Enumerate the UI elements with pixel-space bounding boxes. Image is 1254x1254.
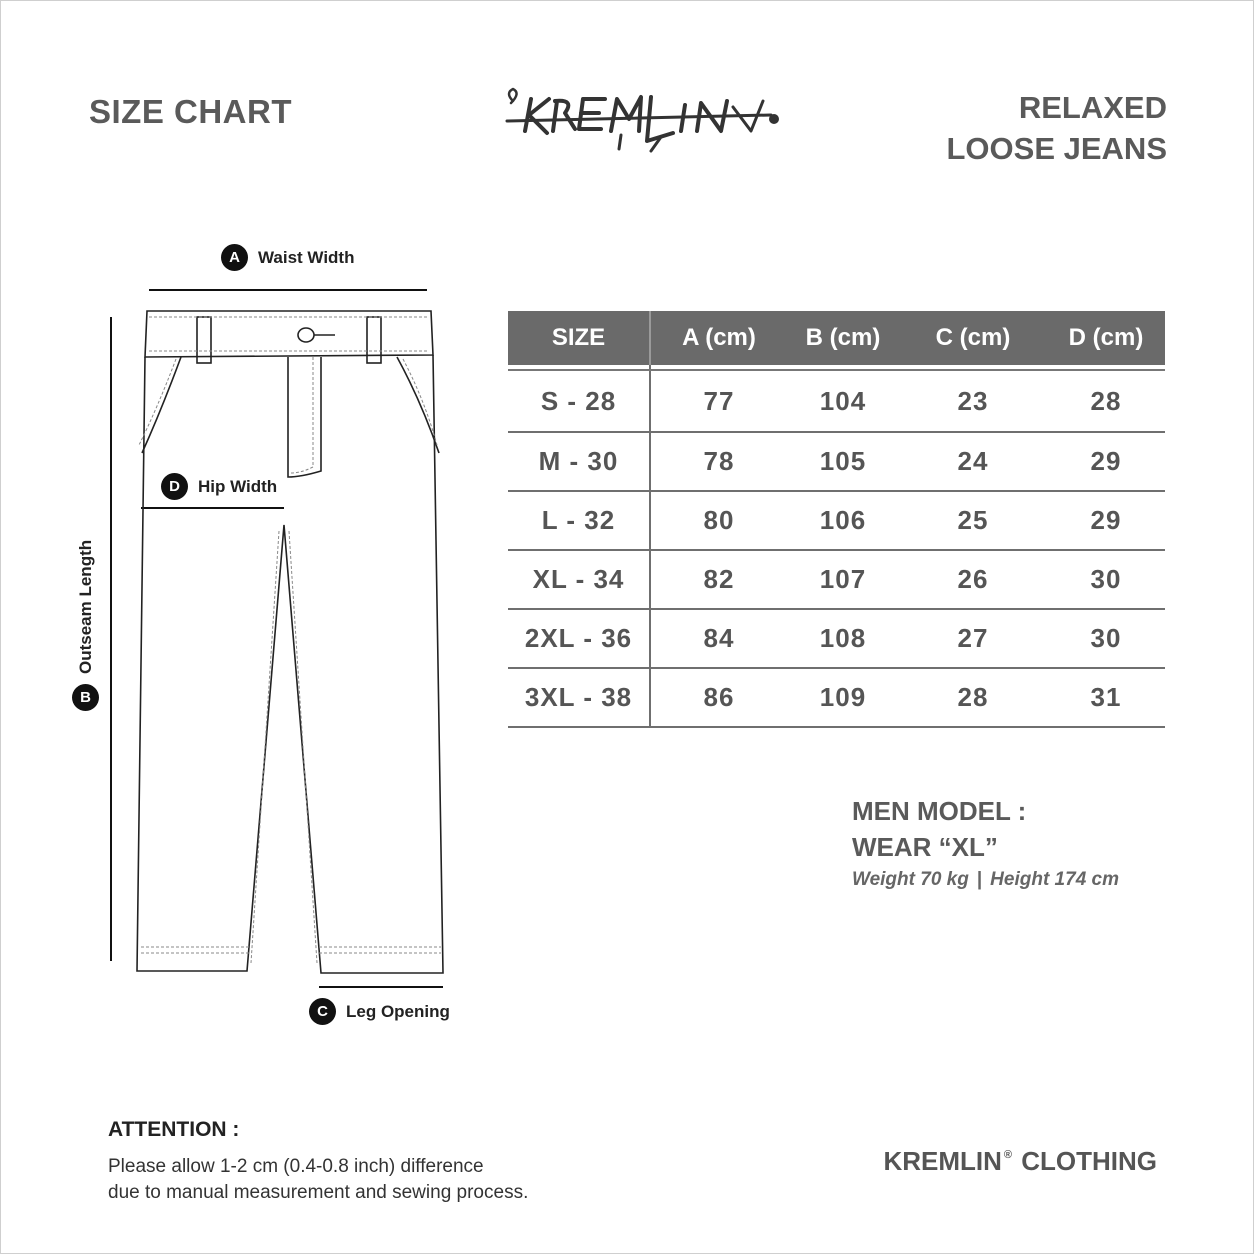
header-size: SIZE (508, 309, 650, 365)
badge-a: A (221, 244, 248, 271)
waist-width-text: Waist Width (258, 247, 355, 267)
value-cell: 29 (1047, 491, 1165, 550)
value-cell: 86 (650, 668, 787, 727)
model-info (852, 793, 1119, 891)
size-cell: XL - 34 (508, 550, 650, 609)
table-row (508, 609, 1165, 668)
brand-footer (883, 1146, 1157, 1177)
product-title-line2: LOOSE JEANS (946, 131, 1167, 166)
leg-opening-label (309, 998, 450, 1025)
table-row (508, 365, 1165, 432)
model-weight: Weight 70 kg (852, 869, 969, 890)
value-cell: 107 (787, 550, 899, 609)
value-cell: 104 (787, 365, 899, 432)
outseam-length-label (72, 540, 99, 711)
product-title-line1: RELAXED (1018, 90, 1167, 125)
header-c: C (cm) (899, 309, 1047, 365)
attention-line2: due to manual measurement and sewing process. (108, 1182, 529, 1203)
value-cell: 27 (899, 609, 1047, 668)
value-cell: 77 (650, 365, 787, 432)
value-cell: 24 (899, 432, 1047, 491)
model-height: Height 174 cm (990, 869, 1119, 890)
brand-suffix: CLOTHING (1021, 1146, 1157, 1176)
attention-line1: Please allow 1-2 cm (0.4-0.8 inch) difference (108, 1156, 484, 1177)
header-a: A (cm) (650, 309, 787, 365)
badge-b: B (72, 684, 99, 711)
value-cell: 26 (899, 550, 1047, 609)
table-row (508, 491, 1165, 550)
attention-body (108, 1154, 528, 1206)
value-cell: 80 (650, 491, 787, 550)
size-cell: 3XL - 38 (508, 668, 650, 727)
value-cell: 25 (899, 491, 1047, 550)
value-cell: 82 (650, 550, 787, 609)
pants-stitching (139, 317, 441, 963)
table-row (508, 550, 1165, 609)
table-row (508, 432, 1165, 491)
size-cell: S - 28 (508, 365, 650, 432)
value-cell: 29 (1047, 432, 1165, 491)
registered-mark: ® (1003, 1149, 1012, 1161)
leg-opening-text: Leg Opening (346, 1001, 450, 1021)
model-line1: MEN MODEL : (852, 796, 1027, 826)
value-cell: 106 (787, 491, 899, 550)
size-cell: L - 32 (508, 491, 650, 550)
waist-width-label (221, 244, 354, 271)
table-row (508, 668, 1165, 727)
table-header-row (508, 309, 1165, 365)
value-cell: 105 (787, 432, 899, 491)
model-stats (852, 869, 1119, 891)
attention-note (108, 1118, 528, 1206)
header-b: B (cm) (787, 309, 899, 365)
badge-c: C (309, 998, 336, 1025)
attention-heading: ATTENTION : (108, 1118, 240, 1141)
model-separator: | (976, 869, 983, 890)
hip-width-text: Hip Width (198, 476, 278, 496)
value-cell: 108 (787, 609, 899, 668)
value-cell: 30 (1047, 609, 1165, 668)
value-cell: 84 (650, 609, 787, 668)
hip-width-label (161, 473, 277, 500)
value-cell: 23 (899, 365, 1047, 432)
badge-d: D (161, 473, 188, 500)
page-title: SIZE CHART (89, 93, 292, 130)
value-cell: 28 (1047, 365, 1165, 432)
header-d: D (cm) (1047, 309, 1165, 365)
size-cell: 2XL - 36 (508, 609, 650, 668)
outseam-length-text: Outseam Length (75, 539, 95, 674)
table-header-underline (508, 369, 1165, 371)
pants-outline (137, 311, 443, 973)
value-cell: 31 (1047, 668, 1165, 727)
value-cell: 28 (899, 668, 1047, 727)
brand-name: KREMLIN (883, 1146, 1002, 1176)
size-cell: M - 30 (508, 432, 650, 491)
value-cell: 109 (787, 668, 899, 727)
value-cell: 78 (650, 432, 787, 491)
value-cell: 30 (1047, 550, 1165, 609)
model-line2: WEAR “XL” (852, 832, 998, 862)
